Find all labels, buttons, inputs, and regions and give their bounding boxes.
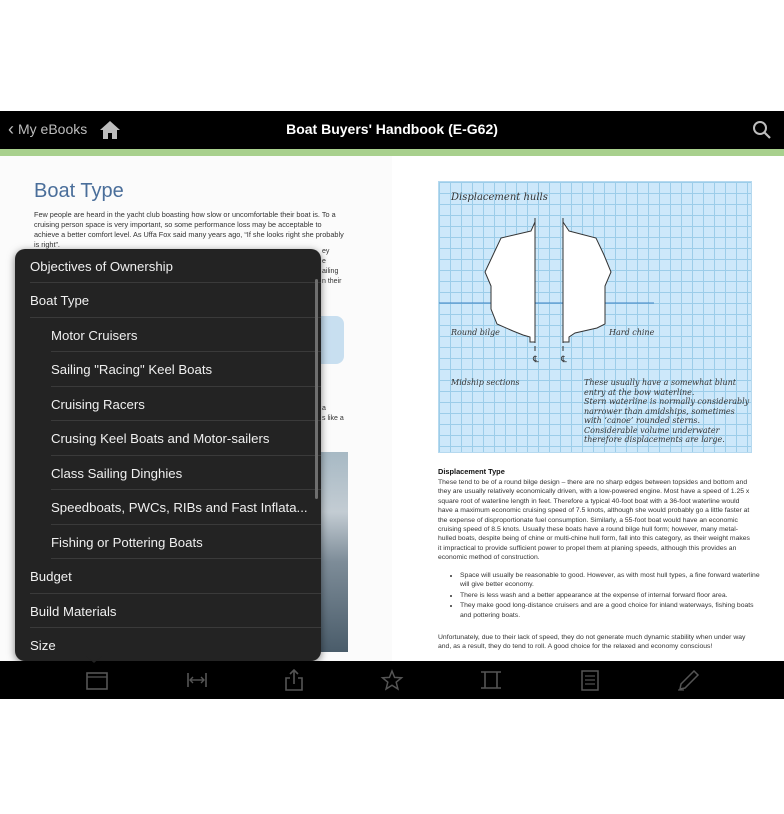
text-fragment: ailing: [322, 268, 339, 275]
section-body: These tend to be of a round bilge design – there are no sharp edges between topsides and bottom and they are usually relatively economically driven, with a low-powered engine. Most have a speed of 1.25 x square root of waterline length in feet. Therefore a typical 40-foot boat with a 36-foot waterline would have a maximum economic cruising speed of 7.5 knots, although she would probably go a little faster at the expense of disproportionate fuel consumption. Similarly, a 55-foot boat would have an economic cruising speed of 8.5 knots. Usually these boats have a round bilge hull form; however, many metal-hulled boats, despite being of chine or multi-chine hull form, fall into this category, as their weight makes it impractical to provide sufficient power to propel them at planing speeds, although this provides an economic method of construction.: [438, 479, 750, 562]
popover-arrow: [86, 656, 102, 663]
svg-text:℄: ℄: [561, 355, 567, 365]
list-item: • There is less wash and a better appearance at the expense of internal forward floor area.: [460, 591, 760, 600]
toc-item-size[interactable]: Size: [30, 638, 56, 653]
toc-scrollbar[interactable]: [315, 279, 318, 499]
boat-photo: [318, 452, 348, 652]
notes-icon[interactable]: [578, 669, 602, 691]
right-page: [392, 156, 784, 661]
back-label: My eBooks: [18, 121, 88, 137]
page-heading: Boat Type: [34, 180, 124, 202]
text-fragment: e: [322, 258, 326, 265]
table-of-contents-popover: [15, 249, 321, 661]
toc-item-cruising-racers[interactable]: Cruising Racers: [15, 387, 321, 421]
toc-icon[interactable]: [85, 669, 109, 691]
ebook-reader: [0, 111, 784, 699]
chapter-color-bar: [0, 149, 784, 156]
resize-icon[interactable]: [185, 669, 209, 691]
star-icon[interactable]: [380, 669, 404, 691]
search-icon[interactable]: [752, 120, 772, 140]
list-item: • They make good long-distance cruisers and are a good choice for inland waterways, fishing boats and pottering boats.: [460, 601, 760, 620]
diagram-note: These usually have a somewhat blunt entry at the bow waterline. Stern waterline is normally considerably narrower than amidships, sometimes with ‘canoe’ rounded sterns. Considerable volume underwater therefore displacements are large.: [584, 378, 750, 444]
round-bilge-label: Round bilge: [451, 328, 500, 337]
chevron-left-icon: ‹: [8, 119, 14, 139]
columns-icon[interactable]: [479, 669, 503, 691]
text-fragment: a: [322, 405, 326, 412]
toc-item-class-sailing-dinghies[interactable]: Class Sailing Dinghies: [15, 456, 321, 490]
top-toolbar: [0, 111, 784, 149]
toc-item-boat-type[interactable]: Boat Type: [15, 284, 321, 318]
bullet-list: [450, 571, 760, 621]
section-subtitle: Displacement Type: [438, 467, 505, 476]
displacement-hulls-diagram: [438, 181, 752, 453]
toc-item-motor-cruisers[interactable]: Motor Cruisers: [15, 318, 321, 352]
toc-item-objectives-of-ownership[interactable]: Objectives of Ownership: [15, 249, 321, 283]
toc-item-sailing-racing-keel-boats[interactable]: Sailing "Racing" Keel Boats: [15, 353, 321, 387]
list-item: • Space will usually be reasonable to good. However, as with most hull types, a fine forward waterline will give better economy.: [460, 571, 760, 590]
toc-item-build-materials[interactable]: Build Materials: [15, 594, 321, 628]
intro-paragraph: Few people are heard in the yacht club boasting how slow or uncomfortable their boat is. To a cruising person space is very important, so some performance loss may be acceptable to achieve a better comfort level. As Uffa Fox said many years ago, “If she looks right she probably is right”.: [34, 210, 344, 249]
toc-item-fishing-or-pottering-boats[interactable]: Fishing or Pottering Boats: [15, 525, 321, 559]
share-icon[interactable]: [282, 669, 306, 691]
pen-icon[interactable]: [676, 669, 700, 691]
diagram-title: Displacement hulls: [451, 192, 548, 203]
toc-item-speedboats[interactable]: Speedboats, PWCs, RIBs and Fast Inflata...: [15, 491, 321, 525]
toc-item-crusing-keel-boats[interactable]: Crusing Keel Boats and Motor-sailers: [15, 422, 321, 456]
toc-item-budget[interactable]: Budget: [15, 560, 321, 594]
text-fragment: s like a: [322, 415, 344, 422]
midship-sections-label: Midship sections: [451, 378, 520, 387]
text-fragment: n their: [322, 278, 342, 285]
text-fragment: ey: [322, 248, 330, 255]
svg-text:℄: ℄: [533, 355, 539, 365]
book-title: Boat Buyers' Handbook (E-G62): [286, 121, 498, 137]
section-footer: Unfortunately, due to their lack of speed, they do not generate much dynamic stability when under way and, as a result, they do tend to roll. A good choice for the relaxed and economy conscious!: [438, 634, 746, 651]
hard-chine-label: Hard chine: [609, 328, 655, 337]
